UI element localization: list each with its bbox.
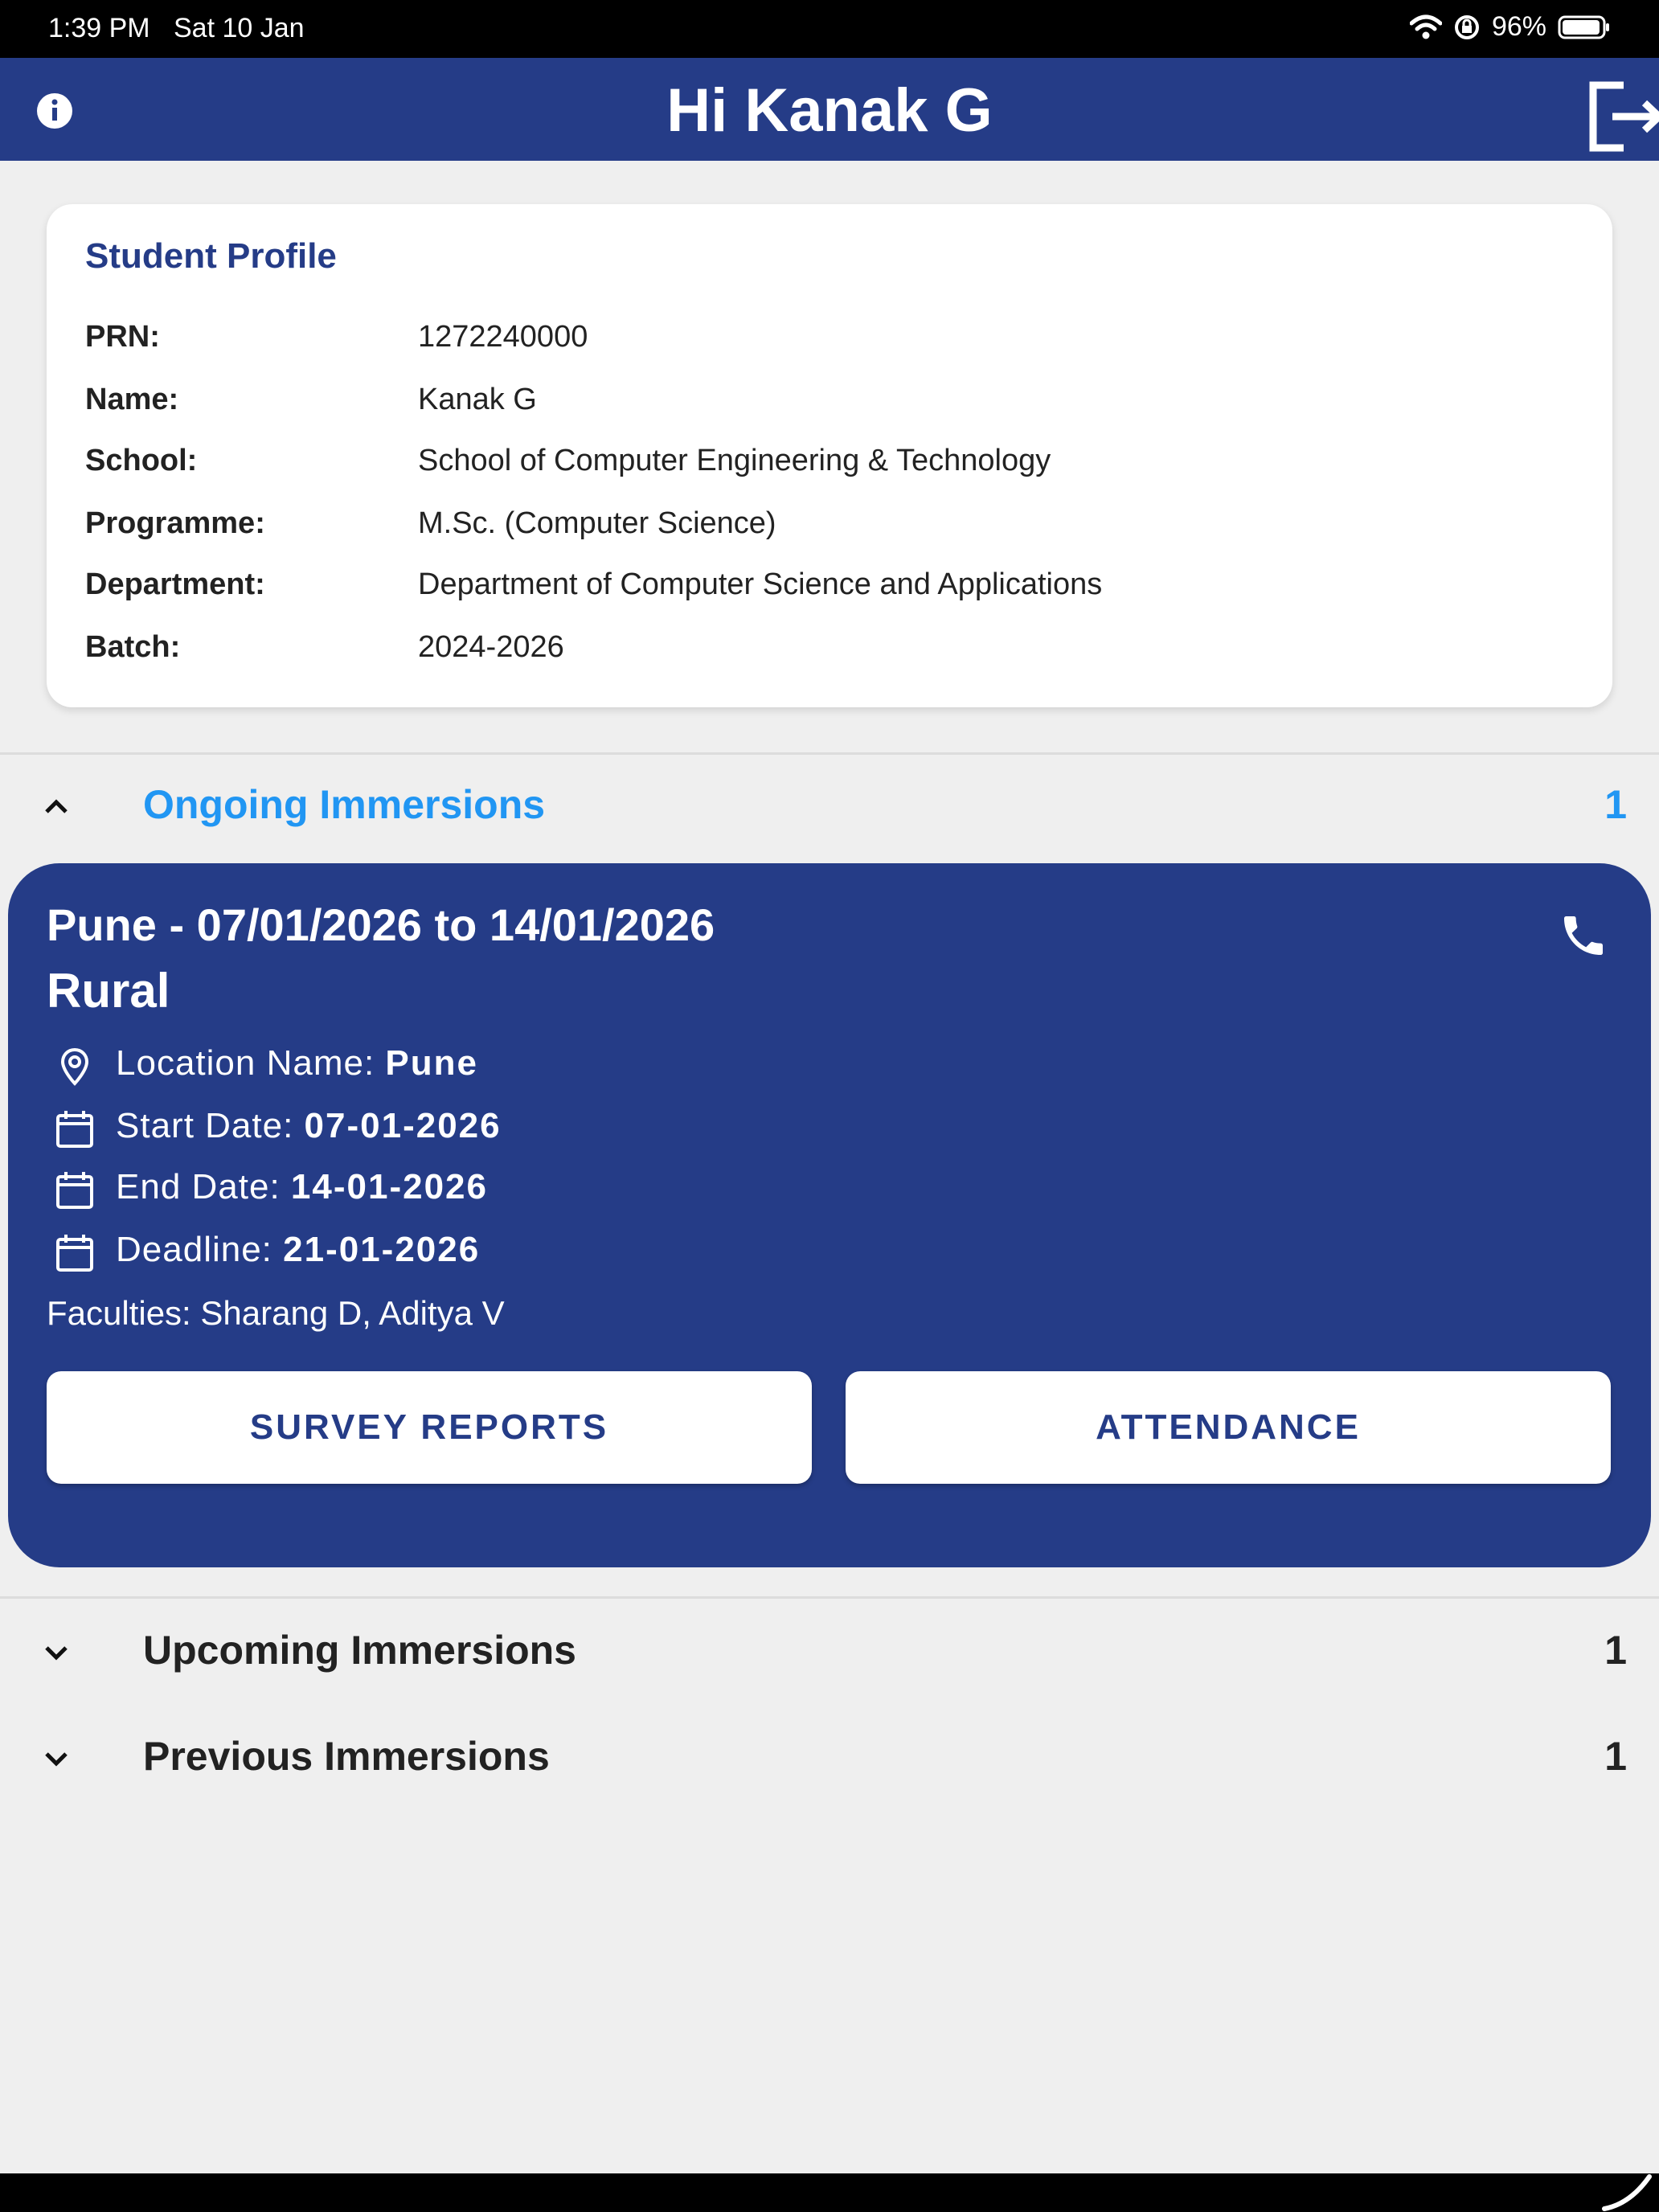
previous-immersions-title: Previous Immersions — [143, 1734, 550, 1779]
upcoming-immersions-count: 1 — [1604, 1628, 1627, 1673]
chevron-up-icon — [40, 791, 72, 823]
faculties-text: Faculties: Sharang D, Aditya V — [47, 1294, 505, 1332]
profile-value: 2024-2026 — [418, 630, 564, 664]
deadline-value: 21-01-2026 — [283, 1230, 481, 1269]
immersion-title: Pune - 07/01/2026 to 14/01/2026 — [47, 899, 715, 950]
calendar-icon — [55, 1233, 95, 1273]
profile-label: Name: — [85, 383, 179, 416]
battery-percent: 96% — [1491, 11, 1546, 42]
app-bar — [0, 58, 1659, 161]
end-date-text — [116, 1167, 488, 1207]
bottom-bar — [0, 2173, 1659, 2212]
profile-label: Programme: — [85, 506, 265, 540]
deadline-label: Deadline: — [116, 1230, 272, 1269]
phone-icon[interactable] — [1558, 910, 1609, 961]
pencil-icon — [1598, 2173, 1654, 2212]
logout-icon[interactable] — [1588, 80, 1659, 153]
profile-label: PRN: — [85, 320, 160, 354]
start-date-value: 07-01-2026 — [304, 1106, 502, 1145]
battery-icon — [1558, 14, 1611, 40]
divider — [0, 1596, 1659, 1599]
start-date-label: Start Date: — [116, 1106, 294, 1145]
chevron-down-icon — [40, 1636, 72, 1669]
profile-value: Kanak G — [418, 383, 537, 416]
profile-title: Student Profile — [85, 236, 337, 276]
status-time: 1:39 PM — [48, 13, 150, 43]
page-title: Hi Kanak G — [666, 76, 993, 145]
divider — [0, 752, 1659, 755]
upcoming-immersions-title: Upcoming Immersions — [143, 1628, 576, 1673]
profile-label: Batch: — [85, 630, 181, 664]
previous-immersions-count: 1 — [1604, 1734, 1627, 1779]
student-profile-card — [47, 204, 1612, 707]
location-value: Pune — [385, 1043, 478, 1083]
immersion-type: Rural — [47, 964, 170, 1018]
profile-value: Department of Computer Science and Applications — [418, 567, 1103, 601]
immersion-card — [8, 863, 1651, 1567]
ongoing-immersions-header[interactable] — [0, 770, 1659, 842]
deadline-text — [116, 1230, 480, 1270]
profile-value: School of Computer Engineering & Technology — [418, 444, 1051, 477]
wifi-icon — [1410, 14, 1442, 41]
location-pin-icon — [55, 1047, 95, 1087]
rotation-lock-icon — [1453, 14, 1481, 41]
profile-label: School: — [85, 444, 198, 477]
upcoming-immersions-header[interactable] — [0, 1616, 1659, 1688]
attendance-button[interactable]: ATTENDANCE — [846, 1371, 1611, 1484]
previous-immersions-header[interactable] — [0, 1722, 1659, 1794]
profile-value: M.Sc. (Computer Science) — [418, 506, 776, 540]
location-text — [116, 1043, 478, 1083]
calendar-icon — [55, 1109, 95, 1149]
status-date: Sat 10 Jan — [174, 13, 305, 43]
calendar-icon — [55, 1170, 95, 1210]
status-bar — [0, 0, 1659, 58]
end-date-label: End Date: — [116, 1167, 281, 1206]
profile-label: Department: — [85, 567, 265, 601]
end-date-value: 14-01-2026 — [290, 1167, 488, 1206]
status-right — [1410, 11, 1611, 43]
survey-reports-button[interactable]: SURVEY REPORTS — [47, 1371, 812, 1484]
start-date-text — [116, 1106, 502, 1146]
chevron-down-icon — [40, 1743, 72, 1775]
profile-value: 1272240000 — [418, 320, 588, 354]
location-label: Location Name: — [116, 1043, 375, 1083]
ongoing-immersions-title: Ongoing Immersions — [143, 782, 546, 827]
ongoing-immersions-count: 1 — [1604, 782, 1627, 827]
